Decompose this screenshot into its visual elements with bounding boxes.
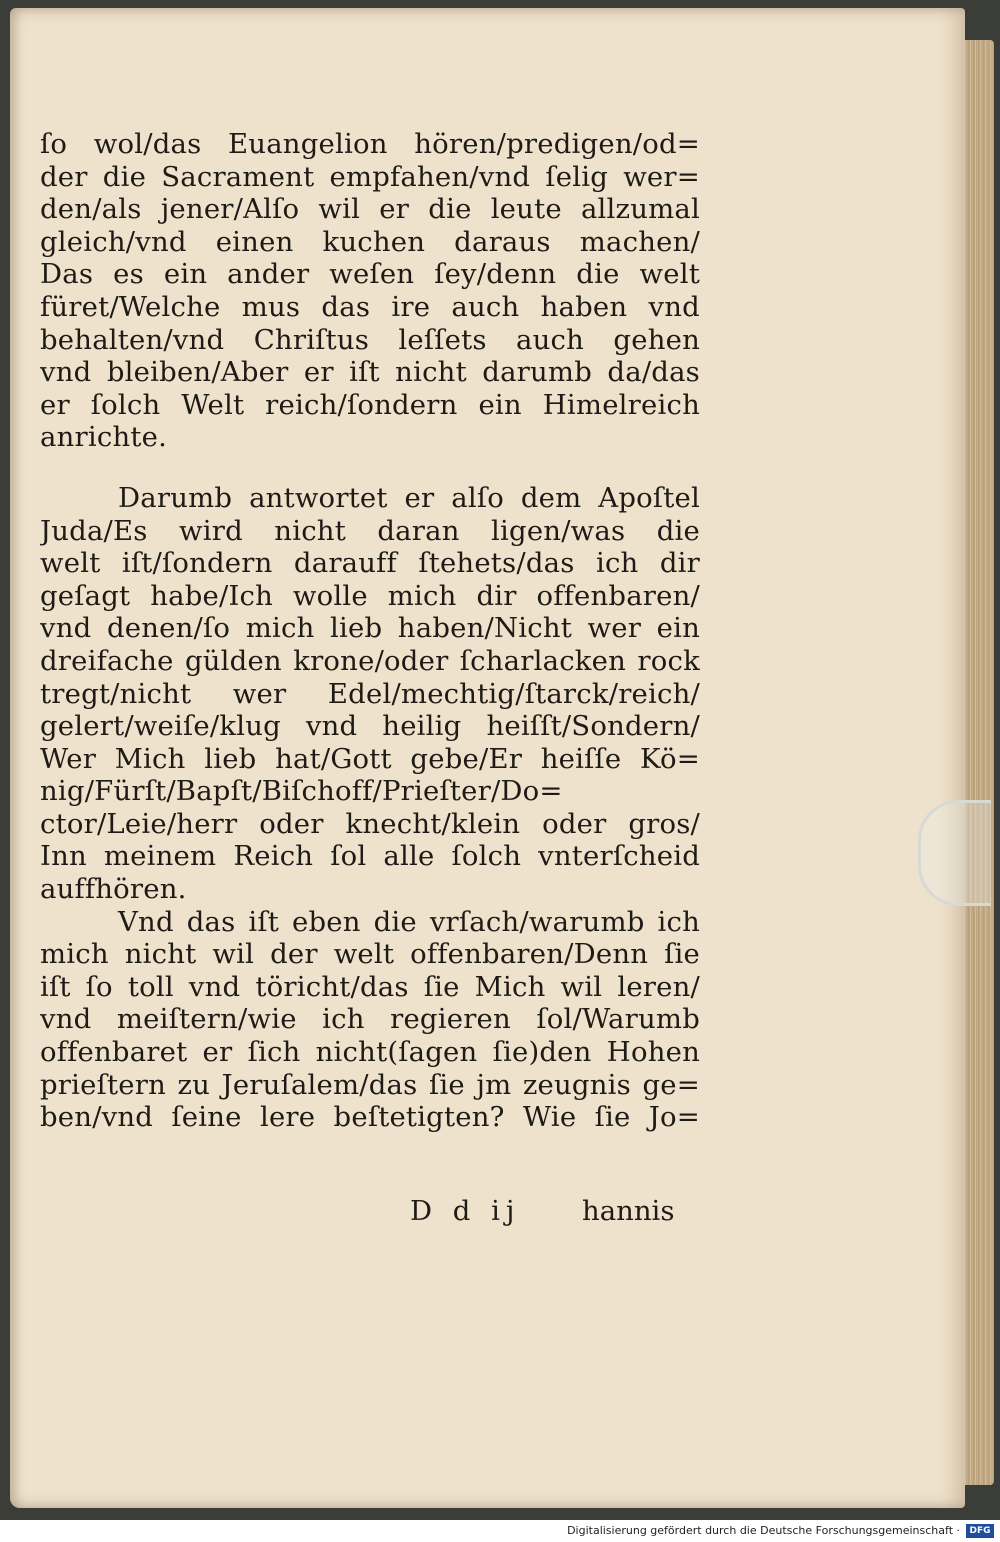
text-line: gleich/vnd einen kuchen daraus machen/ (40, 225, 700, 258)
bookmark-clip (918, 800, 991, 906)
text-line: vnd bleiben/Aber er iſt nicht darumb da/das (40, 356, 700, 389)
funding-notice: Digitalisierung gefördert durch die Deutsche Forschungsgemeinschaft · (567, 1524, 960, 1537)
main-text (40, 128, 700, 1134)
text-line: prieſtern zu Jeruſalem/das ſie jm zeugnis ge= (40, 1068, 700, 1101)
text-line: Juda/Es wird nicht daran ligen/was die (40, 514, 700, 547)
text-line: Vnd das iſt eben die vrſach/warumb ich (118, 905, 700, 938)
text-line: anrichte. (40, 421, 168, 454)
dfg-logo: DFG (966, 1524, 994, 1538)
text-line: auffhören. (40, 873, 187, 906)
text-line: tregt/nicht wer Edel/mechtig/ſtarck/reich/ (40, 677, 700, 710)
text-line: den/als jener/Alſo wil er die leute allzumal (40, 193, 700, 226)
text-line: ctor/Leie/herr oder knecht/klein oder gros/ (40, 807, 700, 840)
text-line: mich nicht wil der welt offenbaren/Denn ſie (40, 938, 700, 971)
text-line: dreifache gülden krone/oder ſcharlacken rock (40, 644, 700, 677)
text-line: Inn meinem Reich ſol alle ſolch vnterſcheid (40, 840, 700, 873)
paragraph-3 (40, 906, 700, 1134)
text-line: iſt ſo toll vnd töricht/das ſie Mich wil leren/ (40, 970, 700, 1003)
text-line: gelert/weiſe/klug vnd heilig heiſſt/Sondern/ (40, 710, 700, 743)
text-line: nig/Fürſt/Bapſt/Biſchoff/Prieſter/Do= (40, 775, 563, 808)
text-line: er ſolch Welt reich/ſondern ein Himelreich (40, 388, 700, 421)
text-line: füret/Welche mus das ire auch haben vnd (40, 290, 700, 323)
text-line: ſo wol/das Euangelion hören/predigen/od= (40, 128, 700, 160)
text-line: welt iſt/ſondern darauff ſtehets/das ich dir (40, 547, 700, 580)
text-line: Darumb antwortet er alſo dem Apoſtel (118, 481, 700, 514)
text-line: ben/vnd ſeine lere beſtetigten? Wie ſie Jo= (40, 1101, 700, 1134)
book-page-edges (962, 40, 994, 1485)
text-line: vnd denen/ſo mich lieb haben/Nicht wer ein (40, 612, 700, 645)
paragraph-2 (40, 482, 700, 906)
text-line: offenbaret er ſich nicht(ſagen ſie)den Hohen (40, 1036, 700, 1069)
text-line: Wer Mich lieb hat/Gott gebe/Er heiſſe Kö= (40, 742, 700, 775)
text-line: vnd meiſtern/wie ich regieren ſol/Warumb (40, 1003, 700, 1036)
text-line: geſagt habe/Ich wolle mich dir offenbaren/ (40, 579, 700, 612)
signature-mark: D d ij (410, 1195, 521, 1227)
text-line: Das es ein ander weſen ſey/denn die welt (40, 258, 700, 291)
text-line: der die Sacrament empfahen/vnd ſelig wer= (40, 160, 700, 193)
footer-bar (0, 1520, 1000, 1542)
paragraph-1 (40, 128, 700, 454)
text-line: behalten/vnd Chriſtus leſſets auch gehen (40, 323, 700, 356)
paragraph-gap (40, 454, 700, 482)
catchword: hannis (582, 1195, 675, 1227)
